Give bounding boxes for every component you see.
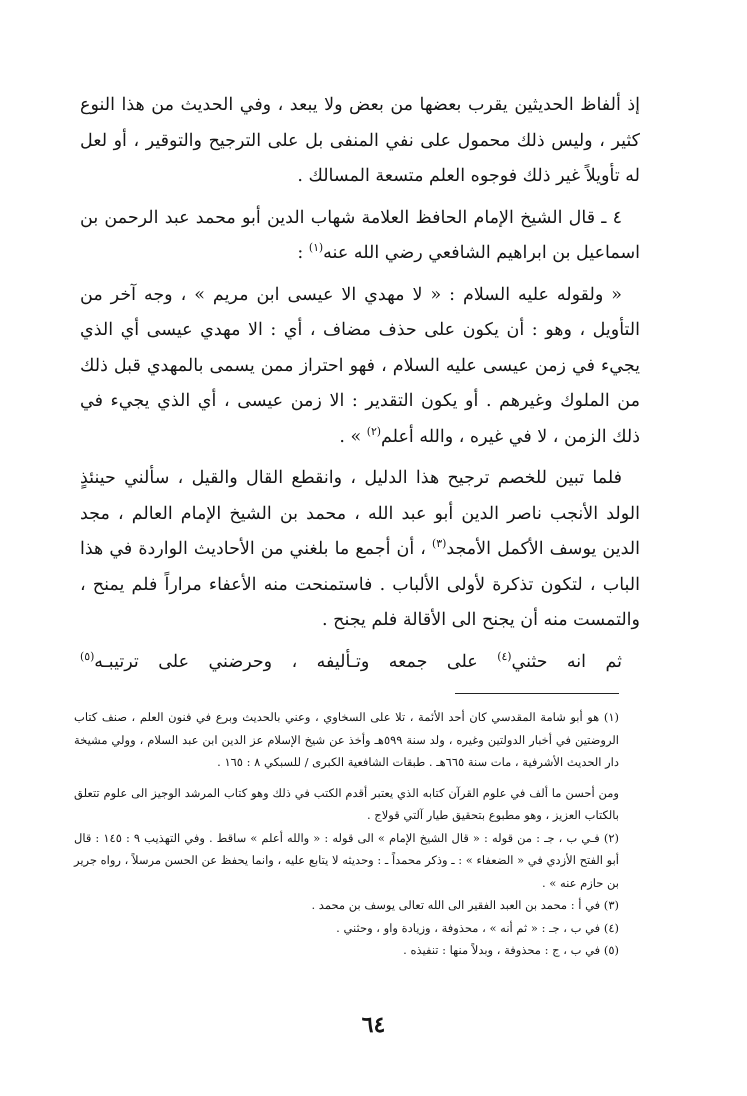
paragraph-4-text-a: فلما تبين للخصم ترجيح هذا الدليل ، وانقطع القال والقيل ، سألني حينئذٍ الولد الأنجب ناصر الدين أبو عبد الله ، محمد بن الشيخ الإمام العالم ، مجد الدين يوسف الأكمل الأمجد bbox=[80, 468, 640, 559]
paragraph-5 bbox=[80, 645, 640, 681]
paragraph-2-end: : bbox=[297, 243, 309, 263]
paragraph-1: إذ ألفاظ الحديثين يقرب بعضها من بعض ولا يبعد ، وفي الحديث من هذا النوع كثير ، وليس ذلك محمول على نفي المنفى بل على الترجيح والتوقير ، أو لعل له تأويلاً غير ذلك فوجوه العلم متسعة المسالك . bbox=[80, 95, 640, 186]
footnote-2: (٢) فـي ب ، جـ : من قوله : « قال الشيخ الإمام » الى قوله : « والله أعلم » ساقط . وفي التهذيب ٩ : ١٤٥ : قال أبو الفتح الأزدي في « الضعفاء » : ـ وذكر محمداً ـ : وحديثه لا يتابع عليه ، وانما يحفظ عن الحسن مرسلاً ، رواه جرير بن حازم عنه » . bbox=[74, 830, 619, 890]
footnote-divider bbox=[455, 693, 619, 694]
paragraph-3 bbox=[80, 278, 640, 456]
footnote-ref-1: (١) bbox=[308, 241, 324, 255]
paragraph-5-text-a: ثم انه حثني bbox=[511, 651, 622, 672]
main-text bbox=[80, 88, 640, 686]
paragraph-3-end: » . bbox=[339, 426, 367, 447]
paragraph-3-text: « ولقوله عليه السلام : « لا مهدي الا عيسى ابن مريم » ، وجه آخر من التأويل ، وهو : أن يكون على حذف مضاف ، أي : الا مهدي عيسى أي الذي يجيء في زمن عيسى عليه السلام ، فهو احتراز ممن يسمى بالمهدي قبل ذلك من الملوك وغيرهم . أو يكون التقدير : الا زمن عيسى ، أي الذي يجيء في ذلك الزمن ، لا في غيره ، والله أعلم bbox=[80, 284, 640, 447]
footnote-ref-4: (٤) bbox=[497, 649, 512, 663]
footnote-1-continued: ومن أحسن ما ألف في علوم القرآن كتابه الذي يعتبر أقدم الكتب في ذلك وهو كتاب المرشد الوجيز الى علوم تتعلق بالكتاب العزيز ، وهو مطبوع بتحقيق طيار آلتي قولاج . bbox=[74, 785, 619, 822]
footnote-ref-2: (٢) bbox=[366, 424, 382, 438]
page-number: ٦٤ bbox=[361, 1012, 386, 1038]
paragraph-5-text-b: على جمعه وتـأليفه ، وحرضني على ترتيبـه bbox=[94, 651, 498, 672]
footnote-3: (٣) في أ : محمد بن العبد الفقير الى الله تعالى يوسف بن محمد . bbox=[311, 898, 619, 912]
paragraph-4 bbox=[80, 461, 640, 639]
footnotes bbox=[74, 706, 619, 962]
footnote-1: (١) هو أبو شامة المقدسي كان أحد الأئمة ، تلا على السخاوي ، وعني بالحديث وبرع في فنون العلم ، صنف كتاب الروضتين في أخبار الدولتين وغيره ، ولد سنة ٥٩٩هـ وأخذ عن شيخ الإسلام عز الدين ابن عبد السلام ، وولي مشيخة دار الحديث الأشرفية ، مات سنة ٦٦٥هـ . طبقات الشافعية الكبرى / للسبكي ٨ : ١٦٥ . bbox=[74, 710, 620, 769]
paragraph-2 bbox=[80, 201, 640, 272]
footnote-4: (٤) في ب ، جـ : « ثم أنه » ، محذوفة ، وزيادة واو ، وحثني . bbox=[336, 920, 619, 935]
paragraph-2-text: ٤ ـ قال الشيخ الإمام الحافظ العلامة شهاب الدين أبو محمد عبد الرحمن بن اسماعيل بن ابراهيم الشافعي رضي الله عنه bbox=[80, 207, 640, 263]
footnote-ref-3: (٣) bbox=[432, 537, 447, 551]
paragraph-4-text-b: ، أن أجمع ما بلغني من الأحاديث الواردة في هذا الباب ، لتكون تذكرة لأولى الألباب . فاستمنحت منه الأعفاء مراراً فلم يمنح ، والتمست منه أن يجنح الى الأقالة فلم يجنح . bbox=[80, 539, 640, 630]
footnote-5: (٥) في ب ، ج : محذوفة ، وبدلاً منها : تنفيذه . bbox=[403, 943, 619, 957]
footnote-ref-5: (٥) bbox=[80, 649, 95, 663]
